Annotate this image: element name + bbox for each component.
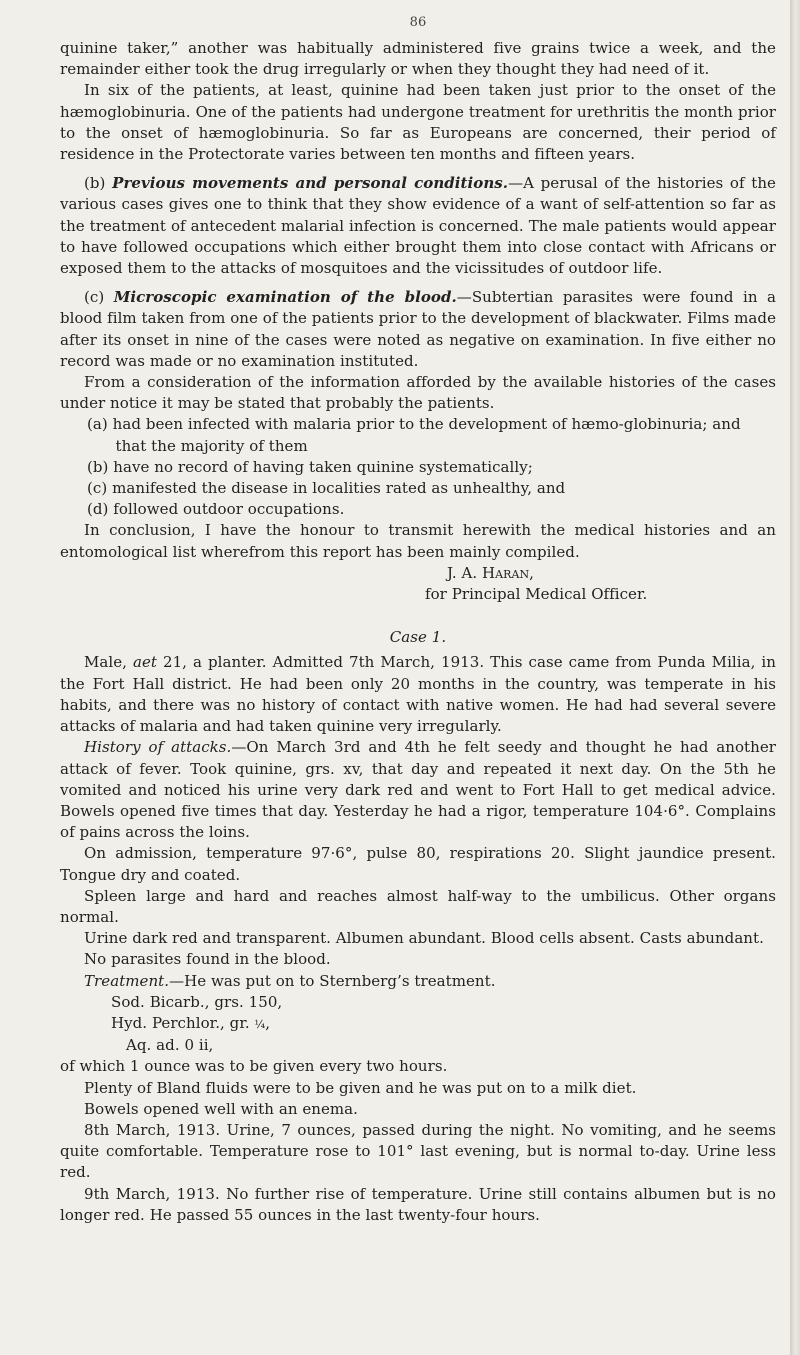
list-item-label: (a) [87,415,108,434]
case-intro-aet: aet [133,653,157,672]
prescription [111,992,776,1057]
rx-line [111,1013,776,1035]
rx-line: Sod. Bicarb., grs. 150, [111,992,283,1011]
list-item-label: (c) [87,479,108,498]
section-b-heading: Previous movements and personal conditions. [112,174,509,193]
list-item-text: have no record of having taken quinine systematically; [113,457,533,476]
history-heading: History of attacks. [84,738,232,757]
list-item-label: (b) [87,457,109,476]
case-intro [60,652,776,737]
treatment-heading: Treatment. [84,971,170,990]
admission-paragraph: On admission, temperature 97·6°, pulse 80, respirations 20. Slight jaundice present. Tongue dry and coated. [60,844,776,884]
spleen-paragraph: Spleen large and hard and reaches almost half-way to the umbilicus. Other organs normal. [60,886,776,926]
parasites-paragraph: No parasites found in the blood. [84,950,331,969]
section-b-paragraph [60,173,776,279]
bowels-paragraph: Bowels opened well with an enema. [84,1099,358,1118]
list-item [87,414,777,456]
list-item-text: manifested the disease in localities rated as unhealthy, and [112,479,566,498]
list-item [87,499,777,520]
fluids-paragraph: Plenty of Bland fluids were to be given and he was put on to a milk diet. [84,1078,637,1097]
list-item [87,478,777,499]
history-paragraph [60,737,776,843]
page-edge-shadow [790,0,800,1355]
section-c-label: (c) [84,288,105,307]
rx-line-end: , [265,1013,271,1032]
list-item [87,457,777,478]
signature-title: for Principal Medical Officer. [425,585,648,604]
section-b-label: (b) [84,174,106,193]
rx-line-text: Hyd. Perchlor., gr. [111,1013,255,1032]
treatment-paragraph [60,971,776,992]
section-c-text: —Subtertian parasites were found in a blood film taken from one of the patients prior to the development of blackwater. Films made after its onset in nine of the cases were noted as negative on examination. In five either no record was made or no examination instituted. [60,288,776,370]
case-title: Case 1. [389,628,447,647]
paragraph-conclusion: In conclusion, I have the honour to transmit herewith the medical histories and an entomological list wherefrom this report has been mainly compiled. [60,521,776,561]
march-8-paragraph: 8th March, 1913. Urine, 7 ounces, passed during the night. No vomiting, and he seems quite comfortable. Temperature rose to 101° last evening, but is normal to-day. Urine less red. [60,1120,776,1182]
case-intro-text: 21, a planter. Admitted 7th March, 1913. This case came from Punda Milia, in the Fort Hall district. He had been only 20 months in the country, was temperate in his habits, and there was no history of contact with native women. He had had several severe attacks of malaria and had taken quinine very irregularly. [60,653,776,736]
treatment-text: —He was put on to Sternberg’s treatment. [169,971,496,990]
page-number: 86 [409,15,427,30]
case-intro-prefix: Male, [84,653,133,672]
section-b-text: —A perusal of the histories of the various cases gives one to think that they show evidence of a want of self-attention so far as the treatment of antecedent malarial infection is concerned. The male patients would appear to have followed occupations which either brought them into close contact with Africans or exposed them to the attacks of mosquitoes and the vicissitudes of outdoor life. [60,174,776,278]
rx-fraction: ¼ [254,1017,266,1031]
list-item-text: had been infected with malaria prior to the development of hæmo-globinuria; and that the majority of them [112,415,741,455]
rx-line: Aq. ad. 0 ii, [126,1036,214,1055]
list-item-text: followed outdoor occupations. [113,500,345,519]
signature-name: J. A. Haran, [447,563,534,582]
conclusions-list [60,414,776,520]
paragraph-six-patients: In six of the patients, at least, quinine had been taken just prior to the onset of the hæmoglobinuria. One of the patients had undergone treatment for urethritis the month prior to the onset of hæmoglobinuria. So far as Europeans are concerned, their period of residence in the Protectorate varies between ten months and fifteen years. [60,81,776,164]
history-text: —On March 3rd and 4th he felt seedy and thought he had another attack of fever. Took quinine, grs. xv, that day and repeated it next day. On the 5th he vomited and noticed his urine very dark red and went to Fort Hall to get medical advice. Bowels opened five times that day. Yesterday he had a rigor, temperature 104·6°. Complains of pains across the loins. [60,738,776,842]
urine-paragraph: Urine dark red and transparent. Albumen abundant. Blood cells absent. Casts abundant. [84,929,764,948]
paragraph-quinine-taker: quinine taker,” another was habitually administered five grains twice a week, and the remainder either took the drug irregularly or when they thought they had need of it. [60,39,776,79]
section-c-paragraph [60,287,776,372]
dose-paragraph: of which 1 ounce was to be given every two hours. [60,1057,448,1076]
document-page [60,14,776,1226]
paragraph-consideration: From a consideration of the information afforded by the available histories of the cases under notice it may be stated that probably the patients. [60,373,776,413]
march-9-paragraph: 9th March, 1913. No further rise of temperature. Urine still contains albumen but is no longer red. He passed 55 ounces in the last twenty-four hours. [60,1184,776,1224]
section-c-heading: Microscopic examination of the blood. [113,288,457,307]
list-item-label: (d) [87,500,109,519]
signature-block [425,563,776,605]
